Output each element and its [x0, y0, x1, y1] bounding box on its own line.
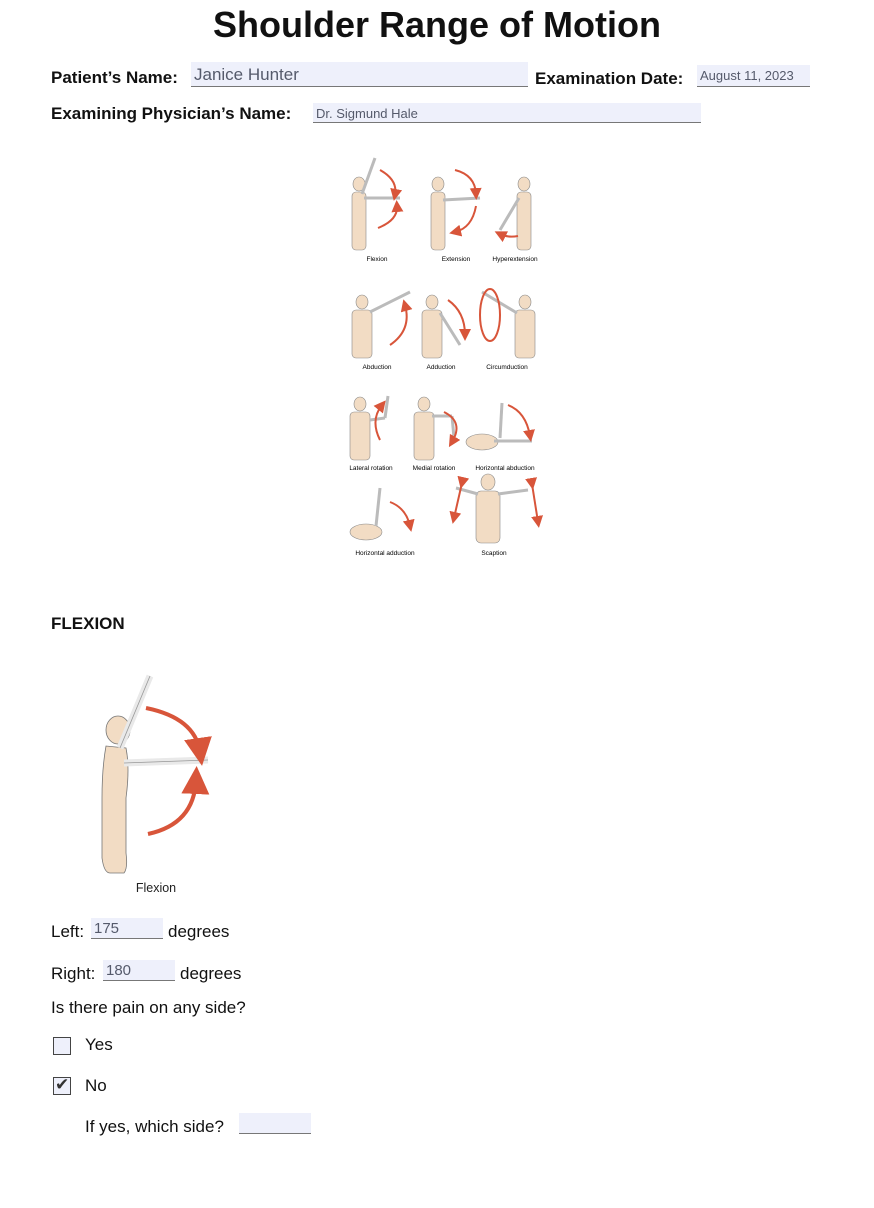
flexion-caption: Flexion [366, 256, 388, 263]
adduction-figure [422, 295, 465, 358]
lateral-rotation-figure [350, 396, 388, 460]
extension-figure [431, 170, 480, 250]
page-title: Shoulder Range of Motion [213, 4, 661, 45]
yes-label: Yes [85, 1035, 113, 1054]
right-degrees-unit: degrees [180, 964, 242, 983]
flexion-heading: FLEXION [51, 614, 125, 633]
circumduction-caption: Circumduction [486, 364, 528, 371]
yes-checkbox[interactable] [53, 1037, 71, 1055]
extension-caption: Extension [441, 256, 471, 263]
circumduction-figure [480, 289, 535, 358]
no-check-mark: ✔ [55, 1075, 70, 1094]
patient-name-label: Patient’s Name: [51, 68, 178, 87]
flexion-figure-caption: Flexion [135, 881, 177, 895]
right-degrees-field[interactable]: 180 [103, 960, 175, 981]
adduction-caption: Adduction [426, 364, 456, 371]
patient-name-field[interactable]: Janice Hunter [191, 62, 528, 87]
flexion-figure [352, 158, 400, 250]
horizontal-adduction-caption: Horizontal adduction [355, 550, 415, 557]
right-label: Right: [51, 964, 96, 983]
horizontal-abduction-figure [466, 403, 532, 450]
left-degrees-unit: degrees [168, 922, 230, 941]
pain-question: Is there pain on any side? [51, 998, 246, 1017]
horizontal-abduction-caption: Horizontal abduction [475, 465, 535, 472]
medial-rotation-caption: Medial rotation [412, 465, 456, 472]
left-label: Left: [51, 922, 85, 941]
flexion-illustration [90, 668, 220, 903]
scaption-caption: Scaption [481, 550, 507, 557]
physician-name-label: Examining Physician’s Name: [51, 104, 292, 123]
abduction-caption: Abduction [362, 364, 392, 371]
physician-name-field[interactable]: Dr. Sigmund Hale [313, 103, 701, 123]
hyperextension-caption: Hyperextension [492, 256, 538, 263]
abduction-figure [352, 292, 410, 358]
examination-date-label: Examination Date: [535, 69, 684, 88]
left-degrees-field[interactable]: 175 [91, 918, 163, 939]
hyperextension-figure [500, 177, 531, 250]
no-label: No [85, 1076, 107, 1095]
horizontal-adduction-figure [350, 488, 410, 540]
which-side-question: If yes, which side? [85, 1117, 224, 1136]
lateral-rotation-caption: Lateral rotation [349, 465, 393, 472]
medial-rotation-figure [414, 397, 457, 460]
no-checkbox[interactable] [53, 1077, 71, 1095]
which-side-field[interactable] [239, 1113, 311, 1134]
shoulder-motions-chart [340, 150, 550, 562]
scaption-figure [454, 474, 538, 543]
examination-date-field[interactable]: August 11, 2023 [697, 65, 810, 87]
